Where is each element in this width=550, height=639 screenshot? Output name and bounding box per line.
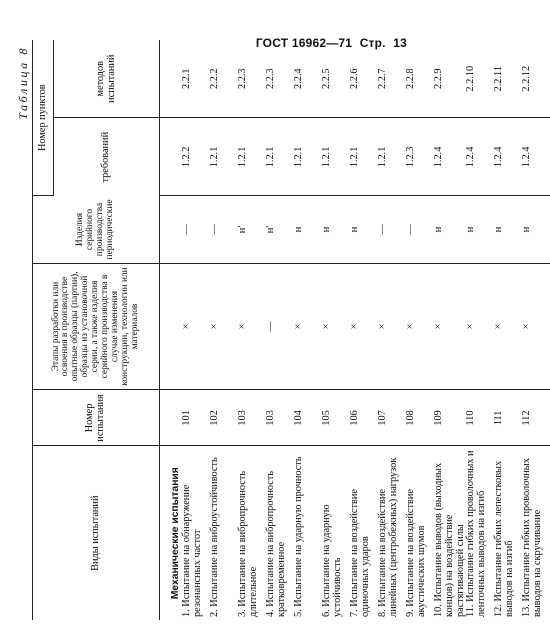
test-number: 109 [434,390,466,446]
methods-point: 2.2.9 [434,40,466,118]
test-name: 1. Испытание на обнаружение резонансных частот [181,484,203,617]
test-name: 8. Испытание на воздействие линейных (центробежных) нагрузок [377,457,399,617]
test-number: 103 [238,390,266,446]
dev-stage-mark: × [322,263,350,390]
col-header-methods: методов испытаний [54,40,160,118]
methods-point: 2.2.11 [494,40,522,118]
test-name: 12. Испытание гибких лепестковых выводов на изгиб [493,460,516,617]
methods-point: 2.2.1 [182,40,210,118]
test-name: 10. Испытание выводов (выходных концов) на воздействие растягивающей силы [433,462,466,617]
methods-point: 2.2.8 [406,40,434,118]
table-row [266,40,294,620]
serial-mark: — [406,196,434,263]
test-name: 13. Испытание гибких проволочных выводов на скручивание [521,458,544,617]
test-number: 105 [322,390,350,446]
requirements-point: 1.2.1 [294,118,322,196]
table-row [406,40,434,620]
test-name: 3. Испытание на вибропрочность длительное [237,470,259,617]
requirements-point: 1.2.1 [266,118,294,196]
test-number: 110 [466,390,494,446]
table-row [294,40,322,620]
methods-point: 2.2.6 [350,40,378,118]
section-title: Механические испытания [170,467,182,600]
serial-mark: н [466,196,494,263]
table-caption: Таблица 8 [16,46,30,120]
dev-stage-mark: × [378,263,406,390]
requirements-point: 1.2.4 [494,118,522,196]
col-header-serial: Изделия серийного производства периодические [33,196,160,263]
methods-point: 2.2.12 [522,40,550,118]
test-name: 4. Испытание на вибропрочность кратковременное [265,470,287,617]
col-header-tests: Виды испытаний [33,446,160,620]
requirements-point: 1.2.1 [378,118,406,196]
dev-stage-mark: × [350,263,378,390]
methods-point: 2.2.3 [238,40,266,118]
requirements-point: 1.2.1 [210,118,238,196]
standard-number: ГОСТ 16962—71 [255,36,353,50]
serial-mark: н [322,196,350,263]
dev-stage-mark: — [266,263,294,390]
col-header-points-group: Номер пунктов [33,40,54,196]
dev-stage-mark: × [434,263,466,390]
table-body [160,40,550,620]
test-number: 101 [182,390,210,446]
serial-mark: н [434,196,466,263]
tests-table [32,40,550,620]
methods-point: 2.2.4 [294,40,322,118]
table-row [322,40,350,620]
methods-point: 2.2.3 [266,40,294,118]
dev-stage-mark: × [466,263,494,390]
test-name: 7. Испытание на воздействие одиночных ударов [349,489,371,617]
rotated-table-block [14,40,544,620]
dev-stage-mark: × [238,263,266,390]
serial-mark: н [294,196,322,263]
test-name: 9. Испытание на воздействие акустических шумов [405,489,427,617]
test-name: 5. Испытание на ударную прочность [293,456,304,617]
test-name: 2. Испытание на виброустойчивость [209,457,220,617]
col-header-requirements: требований [54,118,160,196]
test-number: 107 [378,390,406,446]
dev-stage-mark: × [210,263,238,390]
table-row [434,40,466,620]
test-number: 111 [494,390,522,446]
table-row [210,40,238,620]
requirements-point: 1.2.3 [406,118,434,196]
table-row [466,40,494,620]
requirements-point: 1.2.1 [238,118,266,196]
requirements-point: 1.2.4 [466,118,494,196]
serial-mark: — [378,196,406,263]
page-number: 13 [393,36,407,50]
dev-stage-mark: × [294,263,322,390]
requirements-point: 1.2.4 [522,118,550,196]
dev-stage-mark: × [494,263,522,390]
test-number: 106 [350,390,378,446]
requirements-point: 1.2.1 [322,118,350,196]
methods-point: 2.2.10 [466,40,494,118]
test-number: 108 [406,390,434,446]
test-number: 112 [522,390,550,446]
dev-stage-mark: × [406,263,434,390]
dev-stage-mark: × [182,263,210,390]
requirements-point: 1.2.1 [350,118,378,196]
section-row [160,40,183,620]
table-row [522,40,550,620]
methods-point: 2.2.7 [378,40,406,118]
test-number: 103 [266,390,294,446]
table-row [182,40,210,620]
serial-mark: н [350,196,378,263]
table-row [494,40,522,620]
serial-mark: н [522,196,550,263]
page-label: Стр. [359,36,386,50]
col-header-number: Номер испытания [33,390,160,446]
table-row [378,40,406,620]
serial-mark: н' [266,196,294,263]
dev-stage-mark: × [522,263,550,390]
test-name: 6. Испытание на ударную устойчивость [321,504,343,617]
test-name: 11. Испытание гибких проволочных и ленточных выводов на изгиб [465,450,488,617]
methods-point: 2.2.2 [210,40,238,118]
serial-mark: н [494,196,522,263]
serial-mark: — [182,196,210,263]
test-number: 104 [294,390,322,446]
table-row [350,40,378,620]
col-header-dev-stages: Этапы разработки или освоения в производстве опытные образцы (партии), образцы из установочной серии, а также изделия серийного производства в случае изменения конструкции, технологии или материалов [33,263,160,390]
requirements-point: 1.2.4 [434,118,466,196]
serial-mark: — [210,196,238,263]
table-row [238,40,266,620]
requirements-point: 1.2.2 [182,118,210,196]
test-number: 102 [210,390,238,446]
methods-point: 2.2.5 [322,40,350,118]
serial-mark: н' [238,196,266,263]
